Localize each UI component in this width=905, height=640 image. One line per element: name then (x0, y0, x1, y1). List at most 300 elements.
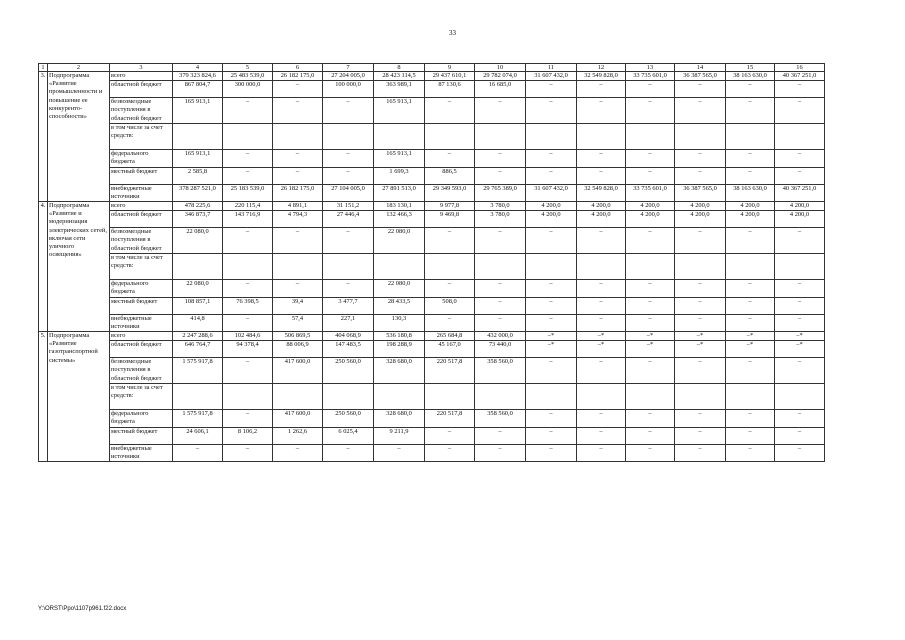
funding-value: –* (675, 332, 726, 341)
funding-value: 250 560,0 (323, 358, 374, 384)
funding-value: – (374, 444, 425, 461)
funding-value (223, 124, 273, 150)
funding-value: – (675, 427, 726, 444)
funding-value: 26 182 175,0 (273, 184, 323, 201)
program-number: 3. (39, 72, 48, 202)
funding-value: –* (526, 341, 577, 358)
table-row (39, 167, 825, 184)
funding-value: – (577, 228, 626, 254)
funding-value: 250 560,0 (323, 410, 374, 427)
funding-value: 39,4 (273, 297, 323, 314)
funding-value: – (273, 150, 323, 167)
funding-value: – (726, 150, 775, 167)
funding-value: – (626, 358, 675, 384)
funding-value: – (626, 444, 675, 461)
column-number-header: 10 (475, 64, 526, 72)
funding-value: 3 780,0 (475, 202, 526, 211)
funding-value: 36 387 565,0 (675, 72, 726, 81)
funding-value: – (577, 314, 626, 331)
funding-value: – (475, 297, 526, 314)
funding-value: –* (775, 332, 825, 341)
funding-source-label: безвозмездные поступления в областной бюджет (110, 228, 173, 254)
funding-value (425, 124, 475, 150)
funding-value (374, 384, 425, 410)
funding-value: – (775, 81, 825, 98)
funding-value (526, 254, 577, 280)
table-row (39, 72, 825, 81)
funding-value: – (323, 150, 374, 167)
funding-value: – (526, 427, 577, 444)
funding-value: 4 891,1 (273, 202, 323, 211)
funding-value: 886,5 (425, 167, 475, 184)
funding-value: – (775, 314, 825, 331)
funding-value (675, 254, 726, 280)
funding-value: 45 167,0 (425, 341, 475, 358)
funding-value: 28 423 114,5 (374, 72, 425, 81)
table-row (39, 384, 825, 410)
column-number-header: 6 (273, 64, 323, 72)
funding-value (223, 254, 273, 280)
table-row (39, 124, 825, 150)
column-number-header: 11 (526, 64, 577, 72)
funding-value: 22 080,0 (374, 280, 425, 297)
funding-value: – (675, 444, 726, 461)
funding-value: – (475, 167, 526, 184)
funding-value (323, 254, 374, 280)
funding-value: 646 764,7 (173, 341, 223, 358)
funding-value: 38 163 630,0 (726, 72, 775, 81)
funding-value (273, 124, 323, 150)
table-row (39, 314, 825, 331)
column-number-header: 1 (39, 64, 48, 72)
funding-value: 40 367 251,0 (775, 72, 825, 81)
funding-value (577, 254, 626, 280)
funding-value: 31 607 432,0 (526, 184, 577, 201)
funding-value: – (323, 444, 374, 461)
funding-source-label: областной бюджет (110, 211, 173, 228)
funding-value: – (526, 150, 577, 167)
table-row (39, 202, 825, 211)
funding-value: 165 913,1 (374, 98, 425, 124)
funding-value: – (726, 98, 775, 124)
funding-value: 379 323 824,6 (173, 72, 223, 81)
funding-value: 220 517,8 (425, 410, 475, 427)
funding-value: 6 025,4 (323, 427, 374, 444)
header-row (39, 64, 825, 72)
funding-value: 265 684,8 (425, 332, 475, 341)
funding-value: – (475, 444, 526, 461)
funding-value: 508,0 (425, 297, 475, 314)
funding-value: – (775, 297, 825, 314)
funding-value: 4 200,0 (526, 202, 577, 211)
funding-value: 165 913,1 (374, 150, 425, 167)
funding-value: – (675, 228, 726, 254)
funding-value: –* (726, 341, 775, 358)
funding-value: – (775, 358, 825, 384)
funding-value: – (775, 444, 825, 461)
funding-value: 31 151,2 (323, 202, 374, 211)
funding-value: –* (577, 332, 626, 341)
funding-value: 478 225,6 (173, 202, 223, 211)
funding-value: – (577, 150, 626, 167)
funding-value: – (526, 444, 577, 461)
funding-value: – (273, 98, 323, 124)
funding-value: – (775, 150, 825, 167)
funding-value: 4 200,0 (626, 211, 675, 228)
funding-value (323, 384, 374, 410)
funding-value: – (675, 167, 726, 184)
table-row (39, 228, 825, 254)
funding-value (526, 124, 577, 150)
funding-source-label: федерального бюджета (110, 280, 173, 297)
funding-value: – (726, 410, 775, 427)
funding-value: 417 600,0 (273, 358, 323, 384)
funding-source-label: внебюджетные источники (110, 184, 173, 201)
funding-value: 328 680,0 (374, 410, 425, 427)
table-row (39, 332, 825, 341)
funding-value: – (526, 167, 577, 184)
funding-source-label: внебюджетные источники (110, 444, 173, 461)
funding-source-label: областной бюджет (110, 341, 173, 358)
funding-value: 1 262,6 (273, 427, 323, 444)
funding-value (475, 124, 526, 150)
funding-value: – (475, 314, 526, 331)
column-number-header: 2 (48, 64, 110, 72)
funding-value: 165 913,1 (173, 98, 223, 124)
subprogram-name: Подпрограмма «Развитие промышленности и повышение ее конкуренто-способности» (48, 72, 110, 202)
funding-value: 36 387 565,0 (675, 184, 726, 201)
funding-value: – (425, 98, 475, 124)
funding-source-label: всего (110, 202, 173, 211)
funding-value: – (425, 150, 475, 167)
funding-value: 130,3 (374, 314, 425, 331)
funding-value: – (775, 427, 825, 444)
column-number-header: 14 (675, 64, 726, 72)
page-number: 33 (449, 29, 456, 37)
funding-value: 132 466,3 (374, 211, 425, 228)
funding-source-label: областной бюджет (110, 81, 173, 98)
funding-value (577, 124, 626, 150)
funding-value (173, 124, 223, 150)
funding-value: 100 000,0 (323, 81, 374, 98)
column-number-header: 12 (577, 64, 626, 72)
funding-source-label: всего (110, 332, 173, 341)
funding-value: – (526, 358, 577, 384)
column-number-header: 9 (425, 64, 475, 72)
funding-value: – (173, 444, 223, 461)
funding-value: 220 115,4 (223, 202, 273, 211)
table-row (39, 427, 825, 444)
funding-value (526, 384, 577, 410)
funding-value: – (526, 280, 577, 297)
funding-value: 22 080,0 (374, 228, 425, 254)
funding-value: – (726, 314, 775, 331)
funding-value: – (223, 150, 273, 167)
funding-source-label: федерального бюджета (110, 150, 173, 167)
funding-value: – (775, 167, 825, 184)
funding-value: – (526, 314, 577, 331)
funding-value: 2 585,8 (173, 167, 223, 184)
funding-value: 102 484,6 (223, 332, 273, 341)
funding-value: 24 606,1 (173, 427, 223, 444)
funding-value: 506 869,5 (273, 332, 323, 341)
funding-value (475, 384, 526, 410)
funding-value: 4 200,0 (626, 202, 675, 211)
funding-value: – (675, 297, 726, 314)
funding-source-label: безвозмездные поступления в областной бюджет (110, 358, 173, 384)
funding-source-label: местный бюджет (110, 427, 173, 444)
funding-value: 358 560,0 (475, 358, 526, 384)
funding-value: – (577, 98, 626, 124)
funding-value: – (273, 444, 323, 461)
funding-value: – (475, 228, 526, 254)
funding-value: – (726, 81, 775, 98)
funding-value: – (323, 167, 374, 184)
funding-value: – (775, 228, 825, 254)
funding-value (223, 384, 273, 410)
funding-value: 300 000,0 (223, 81, 273, 98)
funding-source-label: федерального бюджета (110, 410, 173, 427)
funding-value (425, 254, 475, 280)
funding-value: – (475, 280, 526, 297)
funding-value: – (223, 98, 273, 124)
funding-value: 1 575 917,8 (173, 410, 223, 427)
funding-value: 29 782 074,0 (475, 72, 526, 81)
column-number-header: 3 (110, 64, 173, 72)
funding-value: 26 182 175,0 (273, 72, 323, 81)
funding-value: 9 211,9 (374, 427, 425, 444)
funding-value: 4 200,0 (577, 202, 626, 211)
funding-value: – (626, 410, 675, 427)
funding-value: 404 068,9 (323, 332, 374, 341)
funding-value: 536 180,8 (374, 332, 425, 341)
funding-value: – (223, 314, 273, 331)
funding-value: – (626, 81, 675, 98)
funding-value (323, 124, 374, 150)
funding-value: 328 680,0 (374, 358, 425, 384)
funding-value (475, 254, 526, 280)
funding-value (273, 384, 323, 410)
funding-value: – (626, 427, 675, 444)
table-row (39, 358, 825, 384)
funding-value: 76 398,5 (223, 297, 273, 314)
funding-value: 73 440,0 (475, 341, 526, 358)
funding-value: 28 433,5 (374, 297, 425, 314)
funding-value: 29 437 610,1 (425, 72, 475, 81)
funding-value: – (675, 98, 726, 124)
table-row (39, 410, 825, 427)
funding-value: 143 716,9 (223, 211, 273, 228)
funding-value: 22 080,0 (173, 228, 223, 254)
funding-value (775, 124, 825, 150)
funding-value: 227,1 (323, 314, 374, 331)
funding-value: –* (626, 341, 675, 358)
funding-value: – (775, 280, 825, 297)
funding-value: – (273, 167, 323, 184)
funding-value: 4 200,0 (726, 211, 775, 228)
funding-value: 3 477,7 (323, 297, 374, 314)
funding-source-label: местный бюджет (110, 167, 173, 184)
funding-value: – (675, 358, 726, 384)
funding-value: 108 857,1 (173, 297, 223, 314)
funding-value: 378 287 521,0 (173, 184, 223, 201)
funding-value: 9 469,8 (425, 211, 475, 228)
funding-value (626, 124, 675, 150)
funding-value: 94 378,4 (223, 341, 273, 358)
funding-value: 57,4 (273, 314, 323, 331)
funding-value: 4 200,0 (726, 202, 775, 211)
funding-value: – (526, 297, 577, 314)
funding-value: 16 685,0 (475, 81, 526, 98)
funding-value: – (223, 358, 273, 384)
funding-value: – (223, 280, 273, 297)
table-row (39, 98, 825, 124)
funding-value: 87 130,6 (425, 81, 475, 98)
funding-value: 4 200,0 (675, 211, 726, 228)
funding-value: – (425, 314, 475, 331)
funding-value: – (626, 98, 675, 124)
funding-source-label: местный бюджет (110, 297, 173, 314)
funding-value: – (223, 228, 273, 254)
funding-value: 29 349 593,0 (425, 184, 475, 201)
funding-source-label: безвозмездные поступления в областной бюджет (110, 98, 173, 124)
column-number-header: 5 (223, 64, 273, 72)
funding-value: 183 130,1 (374, 202, 425, 211)
table-row (39, 81, 825, 98)
funding-value: 414,8 (173, 314, 223, 331)
funding-value: 40 367 251,0 (775, 184, 825, 201)
funding-value: – (273, 280, 323, 297)
funding-value (775, 384, 825, 410)
column-number-header: 13 (626, 64, 675, 72)
funding-value (173, 254, 223, 280)
funding-value: – (626, 167, 675, 184)
funding-value: – (626, 314, 675, 331)
funding-value: 25 183 539,0 (223, 184, 273, 201)
funding-value (675, 124, 726, 150)
funding-value: 4 794,3 (273, 211, 323, 228)
funding-value: 8 106,2 (223, 427, 273, 444)
funding-source-label: в том числе за счет средств: (110, 384, 173, 410)
funding-value: 38 163 630,0 (726, 184, 775, 201)
funding-value: – (526, 98, 577, 124)
funding-value: 165 913,1 (173, 150, 223, 167)
table-row (39, 150, 825, 167)
subprogram-name: Подпрограмма «Развитие газотранспортной системы» (48, 332, 110, 462)
funding-value: –* (775, 341, 825, 358)
funding-source-label: всего (110, 72, 173, 81)
table-row (39, 444, 825, 461)
funding-value: – (675, 410, 726, 427)
funding-value: – (675, 81, 726, 98)
funding-value (626, 254, 675, 280)
funding-value: – (577, 358, 626, 384)
funding-value: – (726, 427, 775, 444)
funding-value: 4 200,0 (675, 202, 726, 211)
funding-value (626, 384, 675, 410)
funding-value: – (323, 228, 374, 254)
funding-value: –* (577, 341, 626, 358)
funding-value: 1 699,3 (374, 167, 425, 184)
funding-value: 2 247 288,6 (173, 332, 223, 341)
funding-value (577, 384, 626, 410)
funding-value: – (273, 81, 323, 98)
funding-value: 22 080,0 (173, 280, 223, 297)
funding-value (726, 124, 775, 150)
funding-value: 363 989,1 (374, 81, 425, 98)
funding-value: 220 517,8 (425, 358, 475, 384)
funding-value: – (675, 150, 726, 167)
table-row (39, 184, 825, 201)
funding-value: 27 104 005,0 (323, 184, 374, 201)
funding-value: 432 000,0 (475, 332, 526, 341)
funding-value: – (475, 98, 526, 124)
funding-value: – (626, 297, 675, 314)
funding-value: – (726, 228, 775, 254)
funding-value: – (675, 280, 726, 297)
funding-value: – (425, 228, 475, 254)
funding-value: 417 600,0 (273, 410, 323, 427)
funding-value: –* (526, 332, 577, 341)
column-number-header: 4 (173, 64, 223, 72)
funding-value: – (775, 98, 825, 124)
funding-value (374, 124, 425, 150)
funding-value (675, 384, 726, 410)
funding-value: – (577, 280, 626, 297)
table-row (39, 254, 825, 280)
funding-value: – (577, 81, 626, 98)
funding-value: 358 560,0 (475, 410, 526, 427)
funding-value: 27 446,4 (323, 211, 374, 228)
funding-source-label: в том числе за счет средств: (110, 254, 173, 280)
funding-value: – (223, 167, 273, 184)
funding-value: – (577, 427, 626, 444)
funding-value: 32 549 828,0 (577, 72, 626, 81)
subprogram-name: Подпрограмма «Развитие и модернизация электрических сетей, включая сети уличного освещения» (48, 202, 110, 332)
program-number: 5. (39, 332, 48, 462)
funding-value: 3 780,0 (475, 211, 526, 228)
funding-value: –* (675, 341, 726, 358)
funding-value: – (526, 228, 577, 254)
funding-value (273, 254, 323, 280)
funding-value (173, 384, 223, 410)
funding-value: – (726, 444, 775, 461)
column-number-header: 16 (775, 64, 825, 72)
funding-source-label: в том числе за счет средств: (110, 124, 173, 150)
funding-value: 867 804,7 (173, 81, 223, 98)
footer-file-path: Y:\ORST\Ppo\1107p961.f22.docx (38, 606, 127, 612)
funding-value: – (526, 81, 577, 98)
funding-value: – (577, 167, 626, 184)
funding-value: 9 977,8 (425, 202, 475, 211)
funding-value: – (726, 297, 775, 314)
funding-value: 32 549 828,0 (577, 184, 626, 201)
funding-value: 29 765 389,0 (475, 184, 526, 201)
funding-value: 4 200,0 (577, 211, 626, 228)
funding-value: – (425, 427, 475, 444)
funding-value: – (726, 167, 775, 184)
funding-value: 31 607 432,0 (526, 72, 577, 81)
funding-value: –* (626, 332, 675, 341)
column-number-header: 8 (374, 64, 425, 72)
funding-value: – (425, 444, 475, 461)
funding-value: 346 873,7 (173, 211, 223, 228)
table-row (39, 211, 825, 228)
budget-table (38, 63, 825, 462)
funding-value: 33 735 601,0 (626, 72, 675, 81)
funding-value: – (323, 280, 374, 297)
funding-value: – (425, 280, 475, 297)
